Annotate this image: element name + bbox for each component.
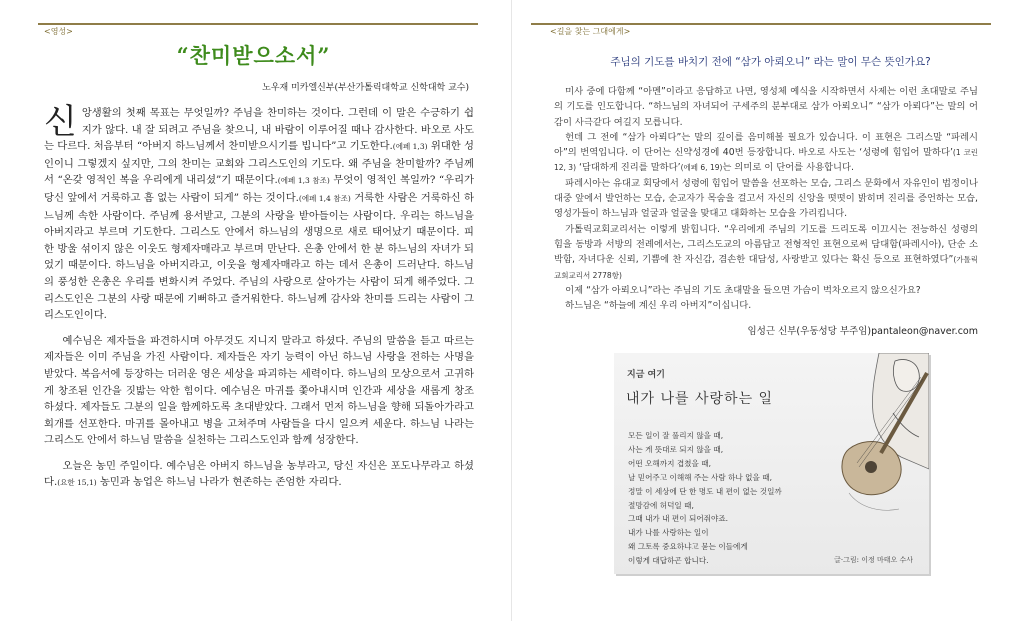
- text-run: 헌데 그 전에 “삼가 아뢰다”는 말의 깊이를 음미해볼 필요가 있습니다. 이 표현은 그리스말 “파레시아”의 번역입니다. 이 단어는 신약성경에 40번 등장합니다. 바오로 사도는 ‘성령에 힘입어 말하다’: [554, 131, 978, 159]
- scripture-reference: (가톨릭교회교리서 2778항): [554, 255, 978, 280]
- article-title: “찬미받으소서”: [176, 43, 331, 68]
- scripture-reference: (에페 6, 19): [680, 163, 723, 173]
- header-rule: [531, 23, 991, 25]
- poem-line: 날 믿어주고 이해해 주는 사람 하나 없을 때,: [628, 472, 773, 482]
- paragraph: [554, 222, 978, 283]
- scripture-reference: (에페 1,4 참조): [298, 193, 351, 203]
- guitar-player-illustration-icon: [809, 353, 929, 521]
- paragraph: [44, 102, 474, 324]
- section-tag: <영성>: [44, 27, 73, 36]
- article-body: [44, 102, 474, 501]
- poem-line: 절망감에 허덕일 때,: [628, 500, 694, 510]
- poem-line: 사는 게 뜻대로 되지 않을 때,: [628, 444, 724, 454]
- poem-line: 정말 이 세상에 단 한 명도 내 편이 없는 것일까: [628, 486, 782, 496]
- poem-line: 내가 나를 사랑하는 일이: [628, 528, 709, 538]
- right-page: [517, 0, 1024, 621]
- page-gutter: [511, 0, 512, 621]
- scripture-reference: (에페 1,3 참조): [277, 176, 330, 186]
- paragraph: [44, 458, 474, 492]
- section-tag: <길을 찾는 그대에게>: [550, 27, 631, 36]
- drop-cap: 신: [44, 102, 77, 142]
- article-author: 노우재 미카엘신부(부산가톨릭대학교 신학대학 교수): [262, 83, 469, 93]
- poem-title: 내가 나를 사랑하는 일: [626, 391, 774, 407]
- paragraph: [554, 283, 978, 298]
- scripture-reference: (요한 15,1): [57, 478, 97, 488]
- poem-credit: 글·그림: 이정 마태오 수사: [834, 556, 913, 564]
- poem-line: 이렇게 대답하곤 합니다.: [628, 556, 709, 566]
- text-run: 오늘은 농민 주일이다. 예수님은 아버지 하느님을 농부라고, 당신 자신은 포도나무라고 하셨다.: [44, 459, 474, 489]
- text-run: 하느님은 “하늘에 계신 우리 아버지”이십니다.: [565, 300, 752, 312]
- text-run: 농민과 농업은 하느님 나라가 현존하는 존엄한 자리다.: [96, 476, 342, 489]
- text-run: 앙생활의 첫째 목표는 무엇일까? 주님을 찬미하는 것이다. 그런데 이 말은 수긍하기 쉽지가 않다. 내 잘 되려고 주님을 찾으니, 내 바람이 이루어질 때나 감사한다. 바오로 사도는 다르다. 처음부터 “아버지 하느님께서 찬미받으시기를 빕니다”고 기도한다.: [44, 107, 474, 153]
- text-run: 무엇이 영적인 복일까? “우리가 당신 앞에서 거룩하고 흠 없는 사람이 되게” 하는 것이다.: [44, 174, 474, 204]
- paragraph: [554, 84, 978, 130]
- text-run: 가톨릭교회교리서는 이렇게 밝힙니다. “우리에게 주님의 기도를 드리도록 이끄시는 전능하신 성령의 힘을 동방과 서방의 전례에서는, 그리스도교의 아름답고 전형적인 표현으로써 담대함(파레시아), 단순 소박함, 자녀다운 신뢰, 기쁨에 찬 자신감, 겸손한 대담성, 사랑받고 있다는 확신 등으로 표현하였다”: [554, 223, 978, 266]
- scripture-reference: (에페 1,3): [392, 142, 428, 152]
- answer-body: [554, 84, 978, 313]
- paragraph: [554, 176, 978, 222]
- poem-heading: 지금 여기: [627, 370, 665, 380]
- poem-box: [614, 353, 929, 574]
- text-run: 미사 중에 다함께 “아멘”이라고 응답하고 나면, 영성체 예식을 시작하면서 사제는 이런 초대말로 주님의 기도를 인도합니다. “하느님의 자녀되어 구세주의 분부대로 삼가 아뢰오니” “삼가 아뢰다”는 말의 어감이 사극같다 여길지 모릅니다.: [554, 86, 978, 128]
- text-run: 이제 “삼가 아뢰오니”라는 주님의 기도 초대말을 들으면 가슴이 벅차오르지 않으신가요?: [565, 284, 921, 296]
- text-run: 파레시아는 유대교 회당에서 성령에 힘입어 말씀을 선포하는 모습, 그리스 문화에서 자유인이 법정이나 대중 앞에서 발언하는 모습, 순교자가 목숨을 걸고서 자신의 신앙을 떳떳이 밝히며 진리를 증언하는 모습, 영성가들이 하느님과 얼굴과 얼굴을 맞대고 대화하는 모습을 가리킵니다.: [554, 177, 978, 220]
- poem-line: 그때 내가 내 편이 되어줘야죠.: [628, 514, 729, 524]
- header-rule: [38, 23, 478, 25]
- poem-line: 왜 그토록 중요하냐고 묻는 이들에게: [628, 542, 748, 552]
- question-title: 주님의 기도를 바치기 전에 “삼가 아뢰오니” 라는 말이 무슨 뜻인가요?: [610, 56, 931, 68]
- left-page: [0, 0, 507, 621]
- answer-signature: 임성근 신부(우동성당 부주임)pantaleon@naver.com: [747, 326, 978, 337]
- paragraph: [554, 130, 978, 176]
- paragraph: [554, 298, 978, 313]
- text-run: 예수님은 제자들을 파견하시며 아무것도 지니지 말라고 하셨다. 주님의 말씀을 듣고 따르는 제자들은 이미 주님을 가진 사람이다. 제자들은 자기 능력이 아닌 하느님 사랑을 전하는 사명을 받았다. 복음서에 등장하는 더러운 영은 세상을 파괴하는 세력이다. 하느님의 모상으로서 고귀하게 창조된 인간을 짓밟는 악한 힘이다. 예수님은 마귀를 쫓아내시며 인간과 세상을 새롭게 창조하셨다. 제자들도 그분의 일을 함께하도록 초대받았다. 그래서 먼저 하느님을 향해 되돌아가라고 회개를 선포한다. 마귀를 몰아내고 병을 고쳐주며 사람들을 다시 일으켜 세운다. 하느님 나라는 그리스도 안에서 하느님 말씀을 실천하는 그리스도인과 함께 성장한다.: [44, 334, 474, 447]
- text-run: 거룩한 사람은 거룩하신 하느님께 속한 사람이다. 주님께 용서받고, 그분의 사랑을 받아들이는 사람이다. 우리는 하느님을 아버지라고 부르며 기도한다. 그리스도 안에서 하느님의 생명으로 새로 태어났기 때문이다. 피 한 방울 섞이지 않은 이웃도 형제자매라고 부르며 만난다. 은총 안에서 한 분 하느님의 자녀가 되었기 때문이다. 하느님을 아버지라고, 이웃을 형제자매라고 하는 데서 은총이 드러난다. 하느님의 풍성한 은총은 우리를 변화시켜 주었다. 주님의 사랑으로 살아가는 사람이 되게 해주었다. 그리스도인은 그분의 사랑 때문에 기뻐하고 즐거워한다. 하느님께 감사와 찬미를 드리는 사람이 그리스도인이다.: [44, 191, 474, 322]
- poem-line: 어떤 오해까지 겹쳤을 때,: [628, 458, 712, 468]
- poem-line: 모든 일이 잘 풀리지 않을 때,: [628, 431, 724, 440]
- paragraph: [44, 333, 474, 449]
- poem-lines: [628, 429, 782, 568]
- text-run: 위대한 성인이니 그렇겠지 싶지만, 그의 찬미는 교회와 그리스도인의 기도다. 왜 주님을 찬미할까? 주님께서 “온갖 영적인 복을 우리에게 내리셨”기 때문이다.: [44, 140, 474, 187]
- text-run: ‘담대하게 진리를 말하다’: [576, 162, 681, 174]
- text-run: 는 의미로 이 단어를 사용합니다.: [722, 162, 854, 174]
- scripture-reference: (1 코린 12, 3): [554, 148, 979, 173]
